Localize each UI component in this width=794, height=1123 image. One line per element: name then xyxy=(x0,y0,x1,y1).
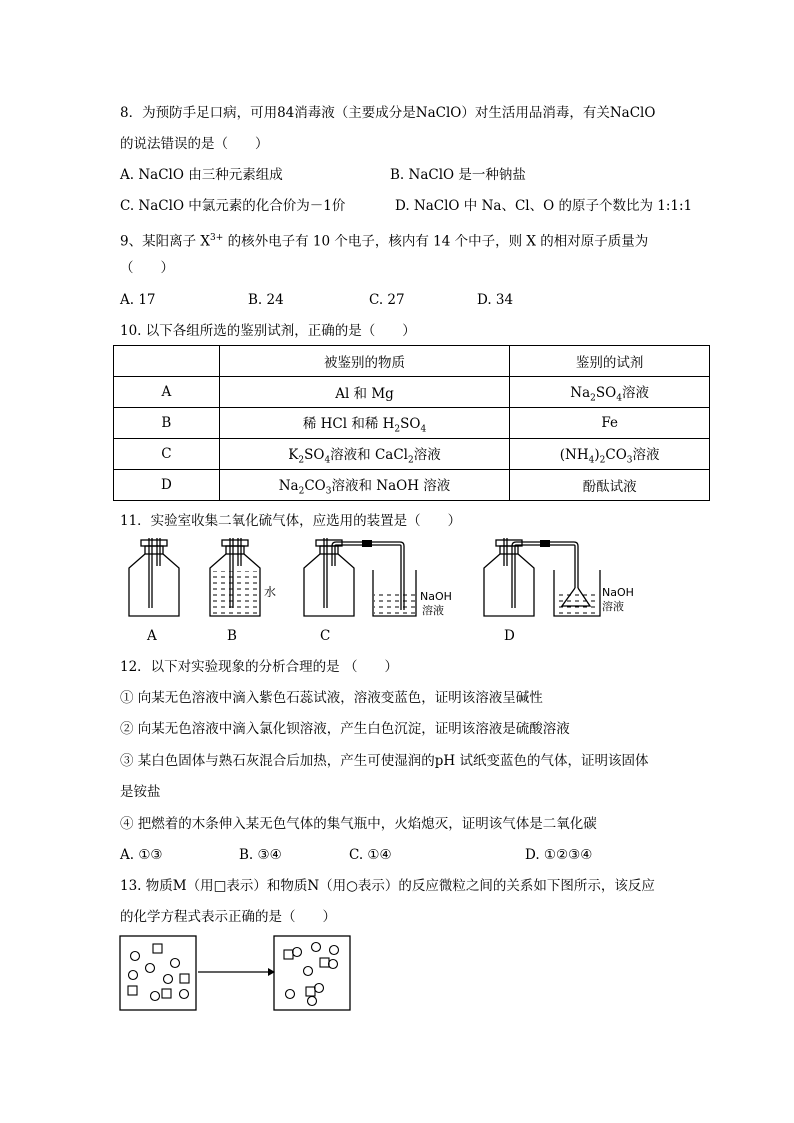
table-row xyxy=(114,377,710,408)
table-row xyxy=(114,470,710,501)
q11-stem: 11．实验室收集二氧化硫气体，应选用的装置是（ ） xyxy=(120,513,462,529)
q9-stem-line2: （ ） xyxy=(120,260,174,276)
reagent-cell: $Na_2SO_4$溶液 xyxy=(510,377,710,408)
apparatus-label-a: A xyxy=(147,628,157,644)
solution-label-c: 溶液 xyxy=(422,604,444,617)
table-header-cell: 鉴别的试剂 xyxy=(510,346,710,377)
gas-bottle-a-diagram xyxy=(123,538,187,620)
q13-stem-line1: 13. 物质M（用□表示）和物质N（用○表示）的反应微粒之间的关系如下图所示，该反应 xyxy=(120,878,655,894)
row-label: A xyxy=(114,377,220,408)
water-label: 水 xyxy=(264,585,277,599)
q12-statement-3a: ③ 某白色固体与熟石灰混合后加热，产生可使湿润的pH 试纸变蓝色的气体，证明该固体 xyxy=(120,753,649,769)
table-header-cell xyxy=(114,346,220,377)
q8-option-b: B. NaClO 是一种钠盐 xyxy=(390,167,526,183)
q12-statement-3b: 是铵盐 xyxy=(120,784,161,800)
q12-option-b: B. ③④ xyxy=(239,847,282,863)
substance-cell: $K_2SO_4$溶液和 CaCl$_2$溶液 xyxy=(219,439,509,470)
row-label: B xyxy=(114,408,220,439)
reagent-cell: 酚酞试液 xyxy=(510,470,710,501)
substance-cell: $Na_2CO_3$溶液和 NaOH 溶液 xyxy=(219,470,509,501)
substance-cell: 稀 HCl 和稀 $H_2SO_4$ xyxy=(219,408,509,439)
q9-option-a: A. 17 xyxy=(120,292,156,308)
q9-option-b: B. 24 xyxy=(248,292,284,308)
q8-stem-line2: 的说法错误的是（ ） xyxy=(120,136,269,152)
table-row xyxy=(114,439,710,470)
table-row xyxy=(114,408,710,439)
solution-label-d: 溶液 xyxy=(602,600,624,613)
apparatus-label-d: D xyxy=(504,628,515,644)
apparatus-label-c: C xyxy=(320,628,331,644)
q8-option-c: C. NaClO 中氯元素的化合价为－1价 xyxy=(120,198,346,214)
q12-statement-1: ① 向某无色溶液中滴入紫色石蕊试液，溶液变蓝色，证明该溶液呈碱性 xyxy=(120,690,543,706)
reagent-cell: Fe xyxy=(510,408,710,439)
q9-option-c: C. 27 xyxy=(369,292,405,308)
table-header-row xyxy=(114,346,710,377)
q10-stem: 10. 以下各组所选的鉴别试剂，正确的是（ ） xyxy=(120,323,416,339)
substance-cell: Al 和 Mg xyxy=(219,377,509,408)
reagent-cell: $(NH_4)_2CO_3$溶液 xyxy=(510,439,710,470)
q8-option-a: A. NaClO 由三种元素组成 xyxy=(120,167,283,183)
gas-bottle-b-water-diagram xyxy=(204,538,294,620)
gas-bottle-d-funnel-diagram xyxy=(478,538,643,620)
row-label: C xyxy=(114,439,220,470)
gas-bottle-c-naoh-diagram xyxy=(298,538,458,620)
q8-stem-line1: 8．为预防手足口病，可用84消毒液（主要成分是NaClO）对生活用品消毒，有关NaClO xyxy=(120,105,656,121)
q12-stem: 12．以下对实验现象的分析合理的是 （ ） xyxy=(120,659,398,675)
row-label: D xyxy=(114,470,220,501)
q9-stem-line1: 9、某阳离子 $X^{3+}$ 的核外电子有 10 个电子，核内有 14 个中子，则 X 的相对原子质量为 xyxy=(120,233,649,250)
table-header-cell: 被鉴别的物质 xyxy=(219,346,509,377)
q12-option-d: D. ①②③④ xyxy=(525,847,593,863)
q12-option-a: A. ①③ xyxy=(120,847,163,863)
naoh-label-c: NaOH xyxy=(420,590,452,603)
q12-option-c: C. ①④ xyxy=(349,847,392,863)
naoh-label-d: NaOH xyxy=(602,586,634,599)
q12-statement-4: ④ 把燃着的木条伸入某无色气体的集气瓶中，火焰熄灭，证明该气体是二氧化碳 xyxy=(120,816,597,832)
q9-option-d: D. 34 xyxy=(477,292,514,308)
q8-option-d: D. NaClO 中 Na、Cl、O 的原子个数比为 1:1:1 xyxy=(395,198,693,214)
reagent-table xyxy=(113,345,710,501)
reaction-particle-diagram xyxy=(118,934,354,1014)
q12-statement-2: ② 向某无色溶液中滴入氯化钡溶液，产生白色沉淀，证明该溶液是硫酸溶液 xyxy=(120,721,570,737)
q13-stem-line2: 的化学方程式表示正确的是（ ） xyxy=(120,909,336,925)
apparatus-label-b: B xyxy=(227,628,237,644)
